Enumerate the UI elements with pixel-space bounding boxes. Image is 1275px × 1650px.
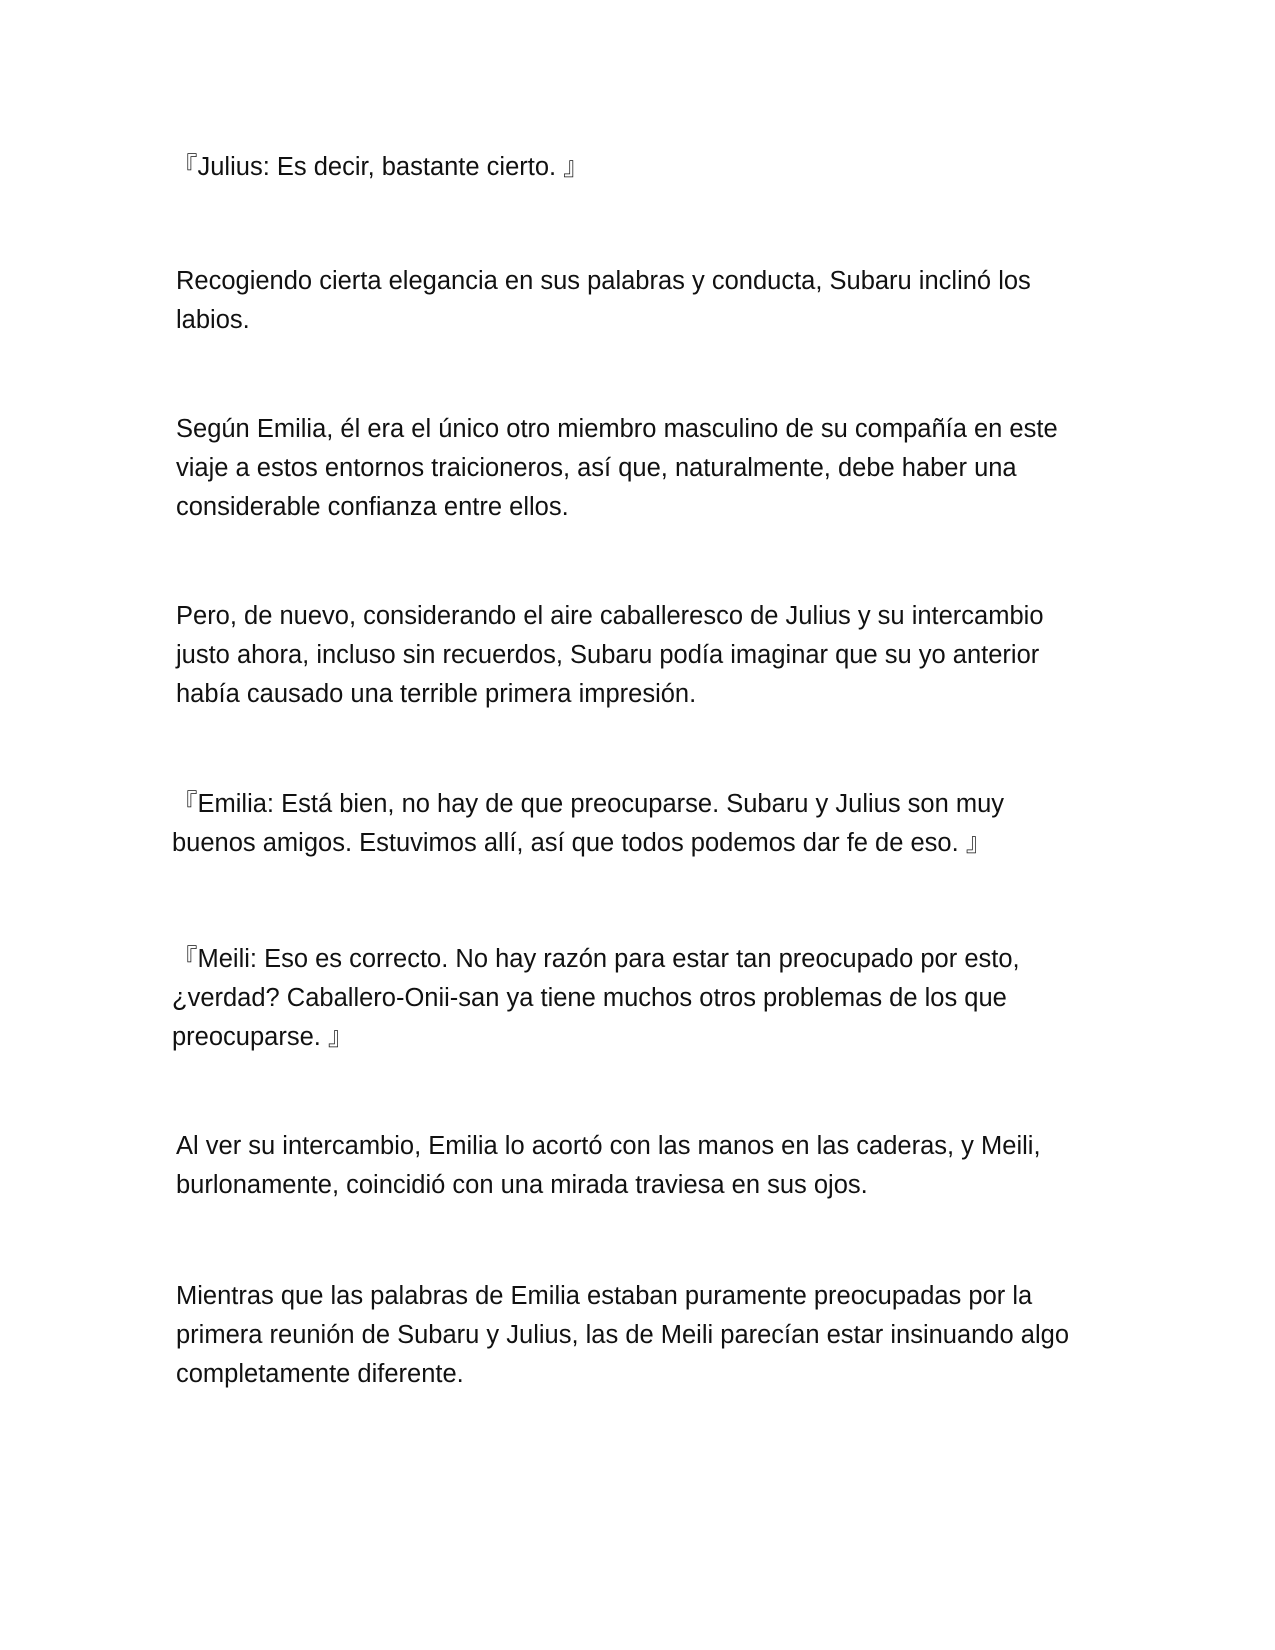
dialogue-paragraph-julius: 『Julius: Es decir, bastante cierto. 』 [172, 153, 589, 181]
narration-paragraph: Pero, de nuevo, considerando el aire caballeresco de Julius y su intercambio justo ahora, incluso sin recuerdos, Subaru podía imaginar que su yo anterior había causado una terrible primera impresión. [176, 602, 1044, 708]
dialogue-paragraph-emilia: 『Emilia: Está bien, no hay de que preocuparse. Subaru y Julius son muy buenos amigos. Estuvimos allí, así que todos podemos dar fe de eso. 』 [172, 790, 1005, 857]
narration-paragraph: Según Emilia, él era el único otro miembro masculino de su compañía en este viaje a estos entornos traicioneros, así que, naturalmente, debe haber una considerable confianza entre ellos. [176, 415, 1058, 521]
narration-paragraph: Recogiendo cierta elegancia en sus palabras y conducta, Subaru inclinó los labios. [176, 267, 1031, 334]
narration-paragraph: Mientras que las palabras de Emilia estaban puramente preocupadas por la primera reunión de Subaru y Julius, las de Meili parecían estar insinuando algo completamente diferente. [176, 1282, 1070, 1388]
narration-paragraph: Al ver su intercambio, Emilia lo acortó con las manos en las caderas, y Meili, burlonamente, coincidió con una mirada traviesa en sus ojos. [176, 1132, 1041, 1199]
dialogue-paragraph-meili: 『Meili: Eso es correcto. No hay razón para estar tan preocupado por esto, ¿verdad? Caballero-Onii-san ya tiene muchos otros problemas de los que preocuparse. 』 [172, 945, 1020, 1051]
